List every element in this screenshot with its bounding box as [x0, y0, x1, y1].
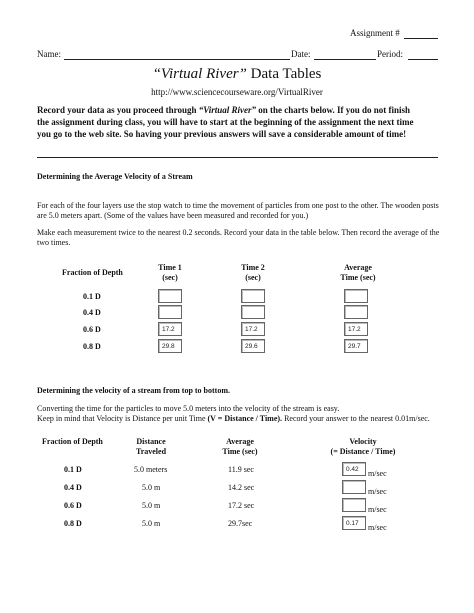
t1-row4-depth: 0.8 D	[83, 342, 101, 351]
section2-para-line1: Converting the time for the particles to move 5.0 meters into the velocity of the stream is easy.	[37, 404, 340, 413]
section1-para1	[37, 201, 439, 221]
intro-line-1-b: on the charts below. If you do not finish	[256, 105, 411, 115]
t1-row4-time2-field[interactable]: 29.6	[241, 339, 265, 353]
t1-col-avg-a: Average	[344, 263, 372, 272]
assignment-label: Assignment #	[350, 28, 400, 38]
intro-line-1-italic: “Virtual River”	[198, 105, 257, 115]
page-url: http://www.sciencecourseware.org/VirtualRiver	[151, 87, 323, 97]
section1-para2-line2: two times.	[37, 238, 71, 247]
t1-row1-avg-field[interactable]	[344, 289, 368, 303]
t2-row2-distance: 5.0 m	[142, 483, 161, 492]
t2-row3-unit: m/sec	[368, 505, 387, 514]
t2-col-velocity-b: (= Distance / Time)	[330, 447, 396, 456]
t2-col-time-b: Time (sec)	[222, 447, 258, 456]
name-label: Name:	[37, 49, 61, 59]
t2-row4-depth: 0.8 D	[64, 519, 82, 528]
t1-row3-time1-field[interactable]: 17.2	[158, 322, 182, 336]
t2-row3-distance: 5.0 m	[142, 501, 161, 510]
t2-row4-time: 29.7sec	[228, 519, 253, 528]
title-plain: Data Tables	[246, 66, 322, 82]
t2-col-velocity	[315, 437, 411, 457]
t2-row4-velocity-field[interactable]: 0.17	[342, 516, 366, 530]
t1-col-avg	[330, 263, 386, 283]
date-label: Date:	[291, 49, 311, 59]
divider-line	[37, 157, 438, 158]
section1-para1-line2: are 5.0 meters apart. (Some of the values have been measured and recorded for you.)	[37, 211, 309, 220]
t2-row2-velocity-field[interactable]	[342, 480, 366, 494]
t1-col-depth: Fraction of Depth	[62, 268, 123, 277]
intro-line-3: you go to the web site. So having your previous answers will save a considerable amount of time!	[37, 129, 407, 139]
section1-para1-line1: For each of the four layers use the stop watch to time the movement of particles from one post to the other. The wooden posts	[37, 201, 439, 210]
t2-row3-depth: 0.6 D	[64, 501, 82, 510]
t1-row3-depth: 0.6 D	[83, 325, 101, 334]
t2-col-distance-b: Traveled	[135, 447, 167, 456]
t1-col-time1-a: Time 1	[158, 263, 182, 272]
name-line[interactable]	[64, 59, 290, 60]
t2-col-depth: Fraction of Depth	[42, 437, 103, 446]
t1-row2-time1-field[interactable]	[158, 305, 182, 319]
t1-row1-depth: 0.1 D	[83, 292, 101, 301]
section2-heading: Determining the velocity of a stream from top to bottom.	[37, 386, 230, 395]
t1-col-avg-b: Time (sec)	[340, 273, 376, 282]
period-label: Period:	[377, 49, 403, 59]
intro-line-1-a: Record your data as you proceed through	[37, 105, 199, 115]
intro-line-1	[37, 104, 414, 116]
section2-para-line2-bold: (V = Distance / Time).	[207, 414, 283, 423]
t1-row3-avg-field[interactable]: 17.2	[344, 322, 368, 336]
section2-para	[37, 404, 430, 424]
t1-row2-time2-field[interactable]	[241, 305, 265, 319]
section2-para-line2-a: Keep in mind that Velocity is Distance per unit Time	[37, 414, 208, 423]
t2-row3-velocity-field[interactable]	[342, 498, 366, 512]
t2-col-distance-a: Distance	[136, 437, 166, 446]
section1-heading: Determining the Average Velocity of a Stream	[37, 172, 193, 181]
t2-row3-time: 17.2 sec	[228, 501, 255, 510]
t1-row4-avg-field[interactable]: 29.7	[344, 339, 368, 353]
t1-col-time2-b: (sec)	[245, 273, 261, 282]
t2-row1-velocity-field[interactable]: 0.42	[342, 462, 366, 476]
intro-line-2: the assignment during class, you will have to start at the beginning of the assignment the next time	[37, 117, 414, 127]
t2-row1-unit: m/sec	[368, 469, 387, 478]
title-italic: “Virtual River”	[152, 66, 247, 82]
section1-para2-line1: Make each measurement twice to the nearest 0.2 seconds. Record your data in the table below. Then record the average of the	[37, 228, 440, 237]
t2-col-time-a: Average	[226, 437, 254, 446]
t1-row2-avg-field[interactable]	[344, 305, 368, 319]
t1-row4-time1-field[interactable]: 29.8	[158, 339, 182, 353]
t2-col-time	[212, 437, 268, 457]
intro-paragraph	[37, 104, 414, 140]
t1-col-time2-a: Time 2	[241, 263, 265, 272]
t1-row1-time1-field[interactable]	[158, 289, 182, 303]
t1-row3-time2-field[interactable]: 17.2	[241, 322, 265, 336]
t1-row2-depth: 0.4 D	[83, 308, 101, 317]
page-title	[0, 66, 474, 83]
t2-row1-depth: 0.1 D	[64, 465, 82, 474]
t1-col-time2	[233, 263, 273, 283]
t2-row4-distance: 5.0 m	[142, 519, 161, 528]
section1-para2	[37, 228, 439, 248]
t2-row1-time: 11.9 sec	[228, 465, 254, 474]
period-line[interactable]	[408, 59, 438, 60]
section2-para-line2	[37, 414, 430, 424]
t2-row1-distance: 5.0 meters	[134, 465, 168, 474]
t2-row2-time: 14.2 sec	[228, 483, 255, 492]
section2-para-line2-b: Record your answer to the nearest 0.01m/sec.	[282, 414, 430, 423]
t1-row1-time2-field[interactable]	[241, 289, 265, 303]
assignment-line[interactable]	[404, 38, 438, 39]
t2-col-velocity-a: Velocity	[349, 437, 377, 446]
t2-col-distance	[126, 437, 176, 457]
t2-row4-unit: m/sec	[368, 523, 387, 532]
date-line[interactable]	[314, 59, 376, 60]
t2-row2-unit: m/sec	[368, 487, 387, 496]
t1-col-time1	[150, 263, 190, 283]
t2-row2-depth: 0.4 D	[64, 483, 82, 492]
t1-col-time1-b: (sec)	[162, 273, 178, 282]
